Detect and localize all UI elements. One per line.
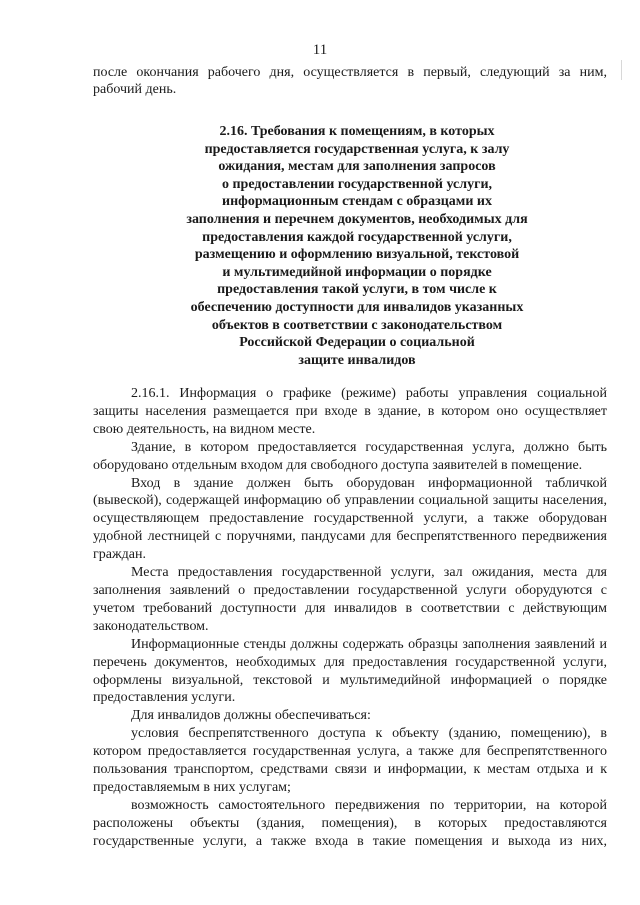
heading-line: объектов в соответствии с законодательством — [211, 317, 503, 333]
lead-paragraph: после окончания рабочего дня, осуществляется в первый, следующий за ним, рабочий день. — [93, 65, 607, 97]
heading-line: размещению и оформлению визуальной, текстовой — [194, 247, 520, 263]
heading-line: предоставления каждой государственной услуги, — [202, 229, 512, 245]
heading-line: ожидания, местам для заполнения запросов — [218, 159, 496, 175]
scan-edge-mark — [621, 60, 622, 80]
heading-line: о предоставлении государственной услуги, — [221, 176, 493, 192]
paragraph-access-conditions: условия беспрепятственного доступа к объекту (зданию, помещению), в котором предоставляется государственная услуга, а также для беспрепятственного пользования транспортом, средствами связи и информации, к местам отдыха и к предоставляемым в них услугам; — [93, 726, 607, 795]
paragraph-signboard: Вход в здание должен быть оборудован информационной табличкой (вывеской), содержащей информацию об управлении социальной защиты населения, осуществляющем предоставление государственной услуги, а также оборудован удобной лестницей с поручнями, пандусами для беспрепятственного передвижения граждан. — [93, 475, 607, 563]
heading-line: Российской Федерации о социальной — [239, 335, 475, 351]
section-body — [93, 385, 607, 851]
heading-line: предоставления такой услуги, в том числе к — [217, 282, 497, 298]
paragraph-service-places: Места предоставления государственной услуги, зал ожидания, места для заполнения заявлений о предоставлении государственной услуги оборудуются с учетом требований доступности для инвалидов в соответствии с действующим законодательством. — [93, 565, 607, 634]
heading-line: предоставляется государственная услуга, к залу — [204, 141, 510, 157]
heading-line: и мультимедийной информации о порядке — [222, 264, 492, 280]
heading-line: заполнения и перечнем документов, необходимых для — [186, 211, 528, 227]
heading-line: обеспечению доступности для инвалидов указанных — [190, 299, 524, 315]
heading-line: защите инвалидов — [298, 352, 416, 368]
paragraph-building-entrance: Здание, в котором предоставляется государственная услуга, должно быть оборудовано отдельным входом для свободного доступа заявителей в помещение. — [93, 439, 607, 473]
paragraph-info-stands: Информационные стенды должны содержать образцы заполнения заявлений и перечень документов, необходимых для предоставления государственной услуги, оформлены визуальной, текстовой и мультимедийной информацией о порядке предоставления услуги. — [93, 636, 607, 706]
heading-line: 2.16. Требования к помещениям, в которых — [219, 124, 495, 139]
page-number: 11 — [312, 42, 328, 58]
paragraph-independent-movement: возможность самостоятельного передвижения по территории, на которой расположены объекты (здания, помещения), в которых предоставляются государственные услуги, а также входа в такие помещения и выхода из них, — [93, 797, 607, 849]
heading-line: информационным стендам с образцами их — [222, 194, 492, 210]
paragraph-disabled-intro: Для инвалидов должны обеспечиваться: — [131, 708, 371, 724]
section-heading — [140, 123, 574, 369]
paragraph-info-schedule: 2.16.1. Информация о графике (режиме) работы управления социальной защиты населения размещается при входе в здание, в котором оно осуществляет свою деятельность, на видном месте. — [93, 386, 607, 437]
